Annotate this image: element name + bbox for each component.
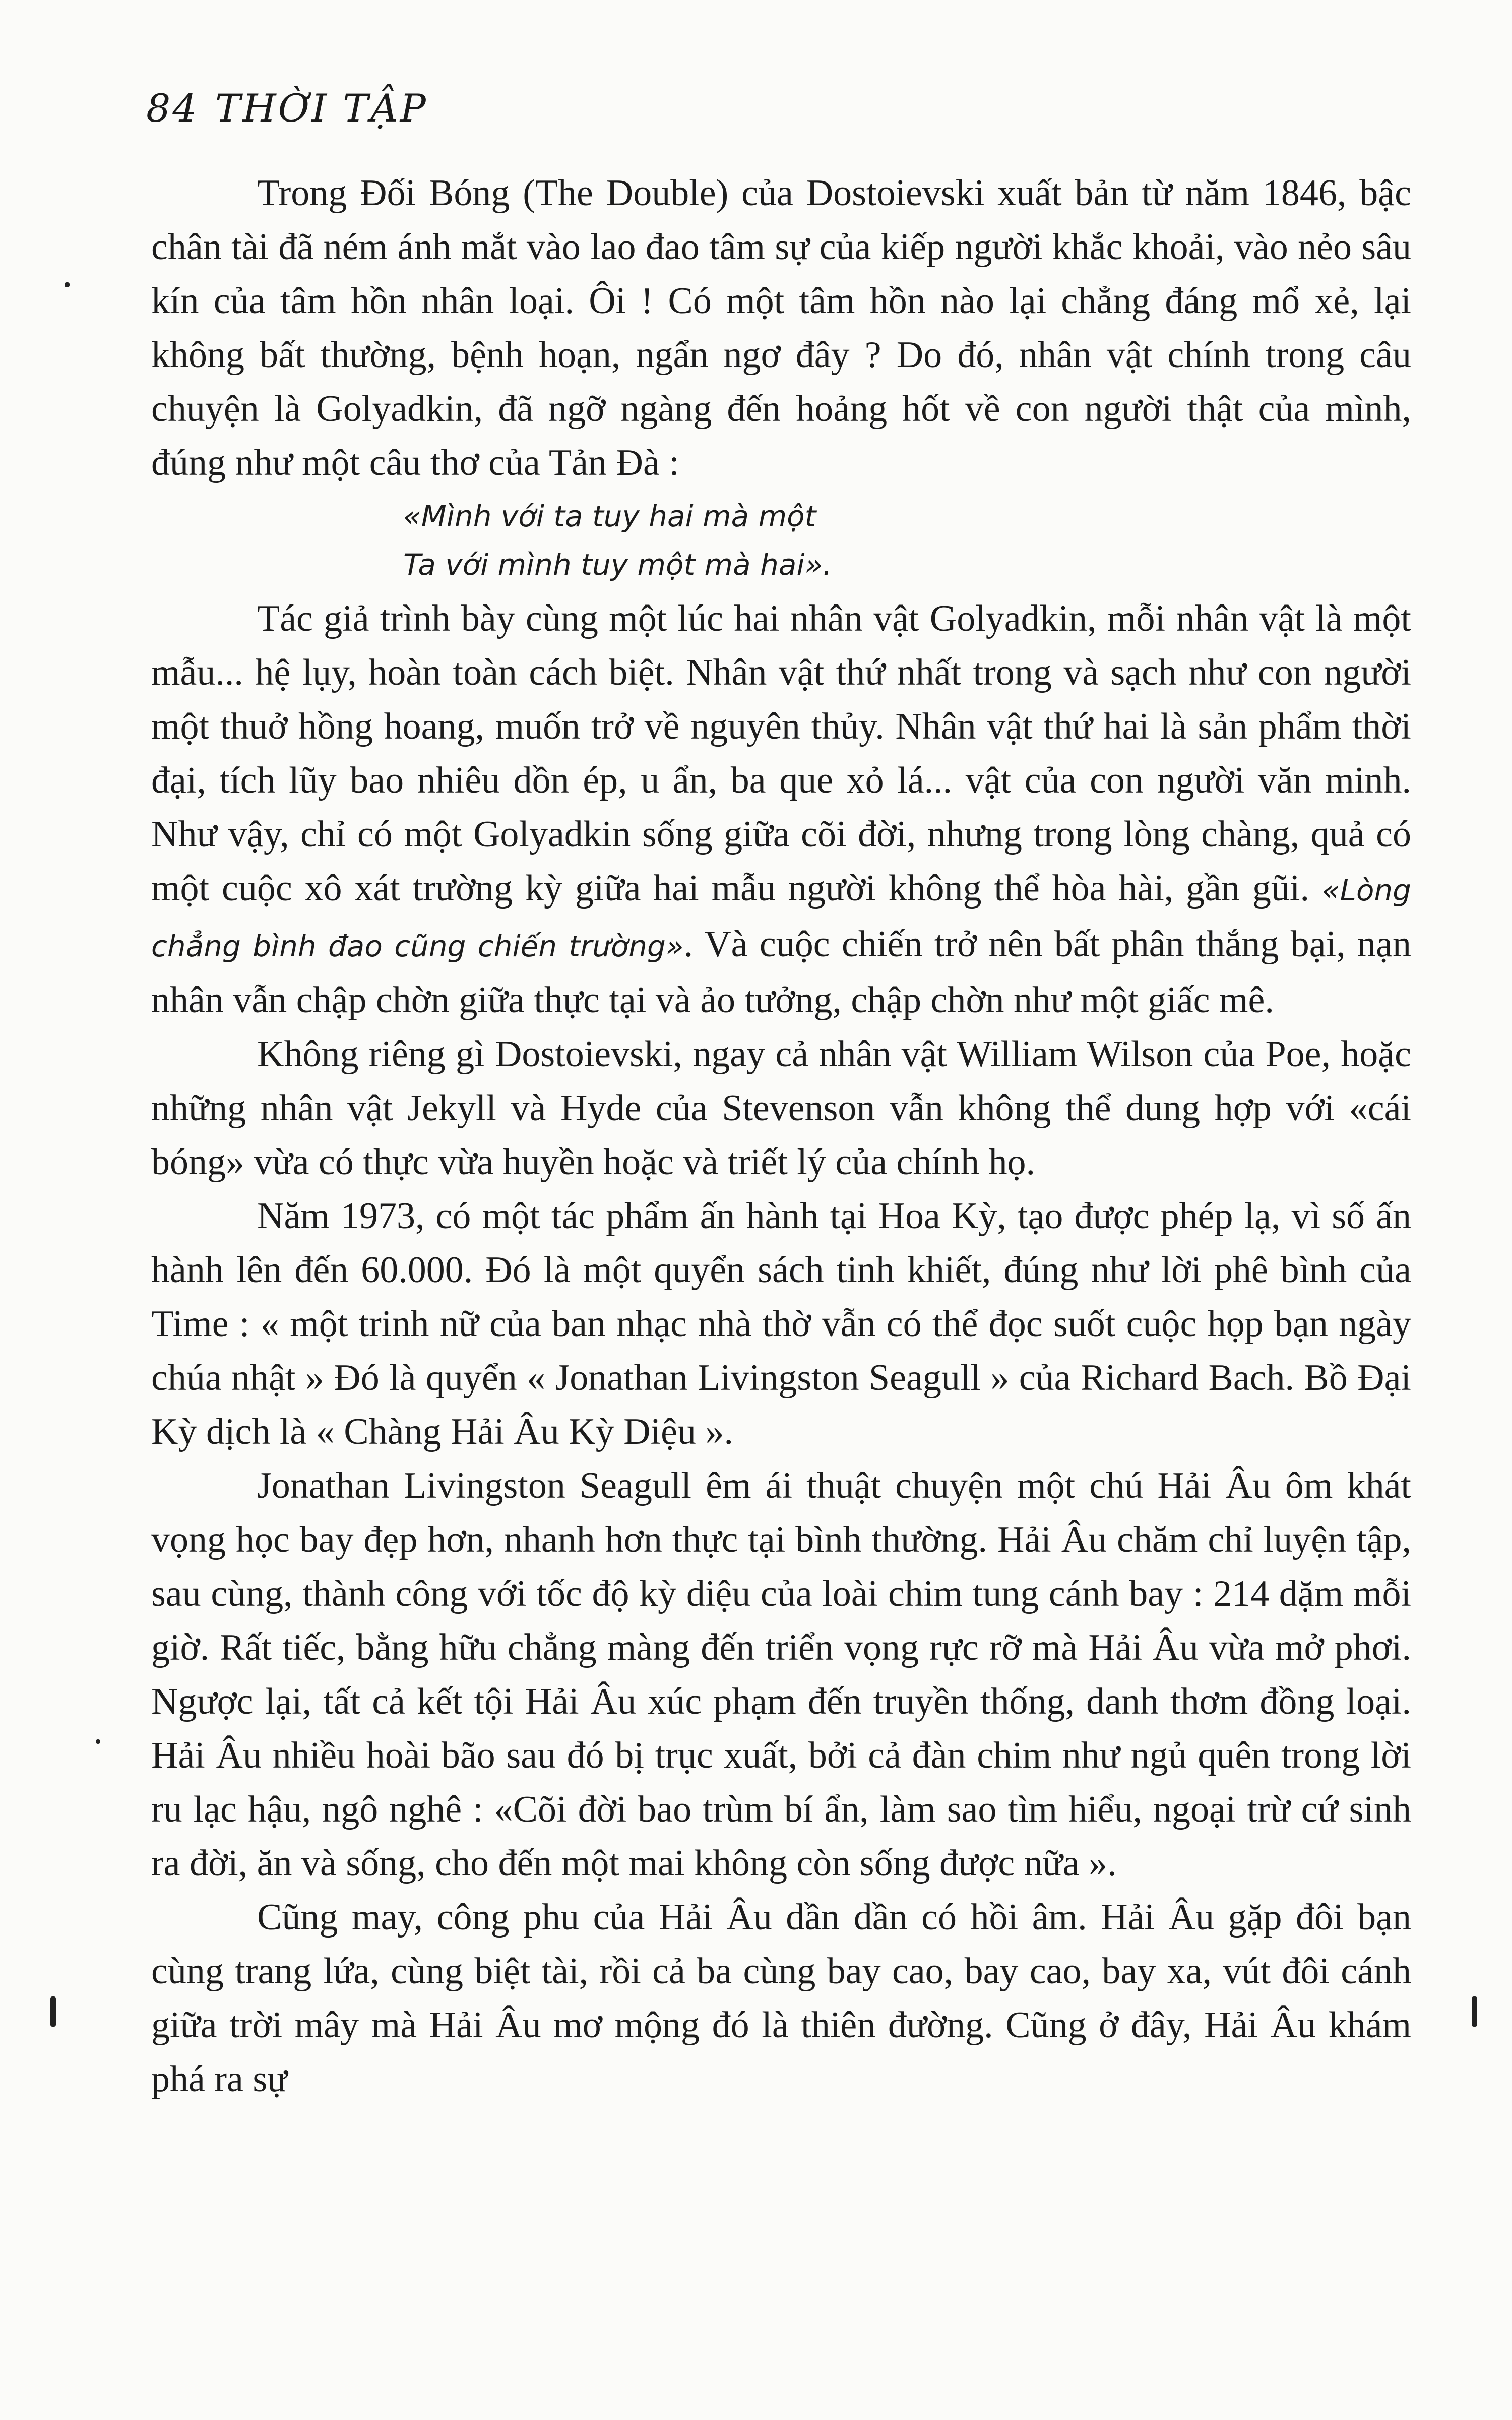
paragraph-3: Không riêng gì Dostoievski, ngay cả nhân vật William Wilson của Poe, hoặc những nhân vật Jekyll và Hyde của Stevenson vẫn không thể dung hợp với «cái bóng» vừa có thực vừa huyền hoặc và triết lý của chính họ. bbox=[151, 1034, 1411, 1183]
scan-mark-left bbox=[50, 1996, 56, 2027]
paragraph-2-part-2: . Và cuộc chiến trở nên bất phân thắng bại, nạn nhân vẫn chập chờn giữa thực tại và ảo tưởng, chập chờn như một giấc mê. bbox=[151, 924, 1411, 1021]
paragraph-4: Năm 1973, có một tác phẩm ấn hành tại Hoa Kỳ, tạo được phép lạ, vì số ấn hành lên đến 60.000. Đó là một quyển sách tinh khiết, đúng như lời phê bình của Time : « một trinh nữ của ban nhạc nhà thờ vẫn có thể đọc suốt cuộc họp bạn ngày chúa nhật » Đó là quyển « Jonathan Livingston Seagull » của Richard Bach. Bồ Đại Kỳ dịch là « Chàng Hải Âu Kỳ Diệu ». bbox=[151, 1195, 1411, 1453]
paragraph-5: Jonathan Livingston Seagull êm ái thuật chuyện một chú Hải Âu ôm khát vọng học bay đẹp hơn, nhanh hơn thực tại bình thường. Hải Âu chăm chỉ luyện tập, sau cùng, thành công với tốc độ kỳ diệu của loài chim tung cánh bay : 214 dặm mỗi giờ. Rất tiếc, bằng hữu chẳng màng đến triển vọng rực rỡ mà Hải Âu vừa mở phơi. Ngược lại, tất cả kết tội Hải Âu xúc phạm đến truyền thống, danh thơm đồng loại. Hải Âu nhiều hoài bão sau đó bị trục xuất, bởi cả đàn chim như ngủ quên trong lời ru lạc hậu, ngô nghê : «Cõi đời bao trùm bí ẩn, làm sao tìm hiểu, ngoại trừ cứ sinh ra đời, ăn và sống, cho đến một mai không còn sống được nữa ». bbox=[151, 1465, 1411, 1884]
paragraph-6: Cũng may, công phu của Hải Âu dần dần có hồi âm. Hải Âu gặp đôi bạn cùng trang lứa, cùng biệt tài, rồi cả ba cùng bay cao, bay cao, bay xa, vút đôi cánh giữa trời mây mà Hải Âu mơ mộng đó là thiên đường. Cũng ở đây, Hải Âu khám phá ra sự bbox=[151, 1897, 1411, 2100]
verse-line-2: Ta với mình tuy một mà hai». bbox=[403, 548, 832, 582]
paragraph-2-part-1: Tác giả trình bày cùng một lúc hai nhân vật Golyadkin, mỗi nhân vật là một mẫu... hệ lụy, hoàn toàn cách biệt. Nhân vật thứ nhất trong và sạch như con người một thuở hồng hoang, muốn trở về nguyên thủy. Nhân vật thứ hai là sản phẩm thời đại, tích lũy bao nhiêu dồn ép, u ẩn, ba que xỏ lá... vật của con người văn minh. Như vậy, chỉ có một Golyadkin sống giữa cõi đời, nhưng trong lòng chàng, quả có một cuộc xô xát trường kỳ giữa hai mẫu người không thể hòa hài, gần gũi. bbox=[151, 598, 1411, 909]
verse-line-1: «Mình với ta tuy hai mà một bbox=[403, 499, 816, 533]
scan-speck-left bbox=[96, 1739, 100, 1744]
paragraph-1: Trong Đối Bóng (The Double) của Dostoievski xuất bản từ năm 1846, bậc chân tài đã ném ánh mắt vào lao đao tâm sự của kiếp người khắc khoải, vào nẻo sâu kín của tâm hồn nhân loại. Ôi ! Có một tâm hồn nào lại chẳng đáng mổ xẻ, lại không bất thường, bệnh hoạn, ngẩn ngơ đây ? Do đó, nhân vật chính trong câu chuyện là Golyadkin, đã ngỡ ngàng đến hoảng hốt về con người thật của mình, đúng như một câu thơ của Tản Đà : bbox=[151, 172, 1411, 483]
page-header bbox=[146, 86, 428, 131]
scan-mark-right bbox=[1472, 1996, 1477, 2027]
paragraph-2 bbox=[151, 592, 1411, 1027]
page-number: 84 bbox=[146, 86, 199, 131]
scan-speck-left-top bbox=[65, 282, 70, 287]
verse-quote bbox=[403, 492, 1411, 589]
inline-quote: «Lòng chẳng bình đao cũng chiến trường» bbox=[151, 873, 1411, 963]
page-body bbox=[151, 166, 1411, 2106]
running-title: THỜI TẬP bbox=[215, 86, 428, 131]
